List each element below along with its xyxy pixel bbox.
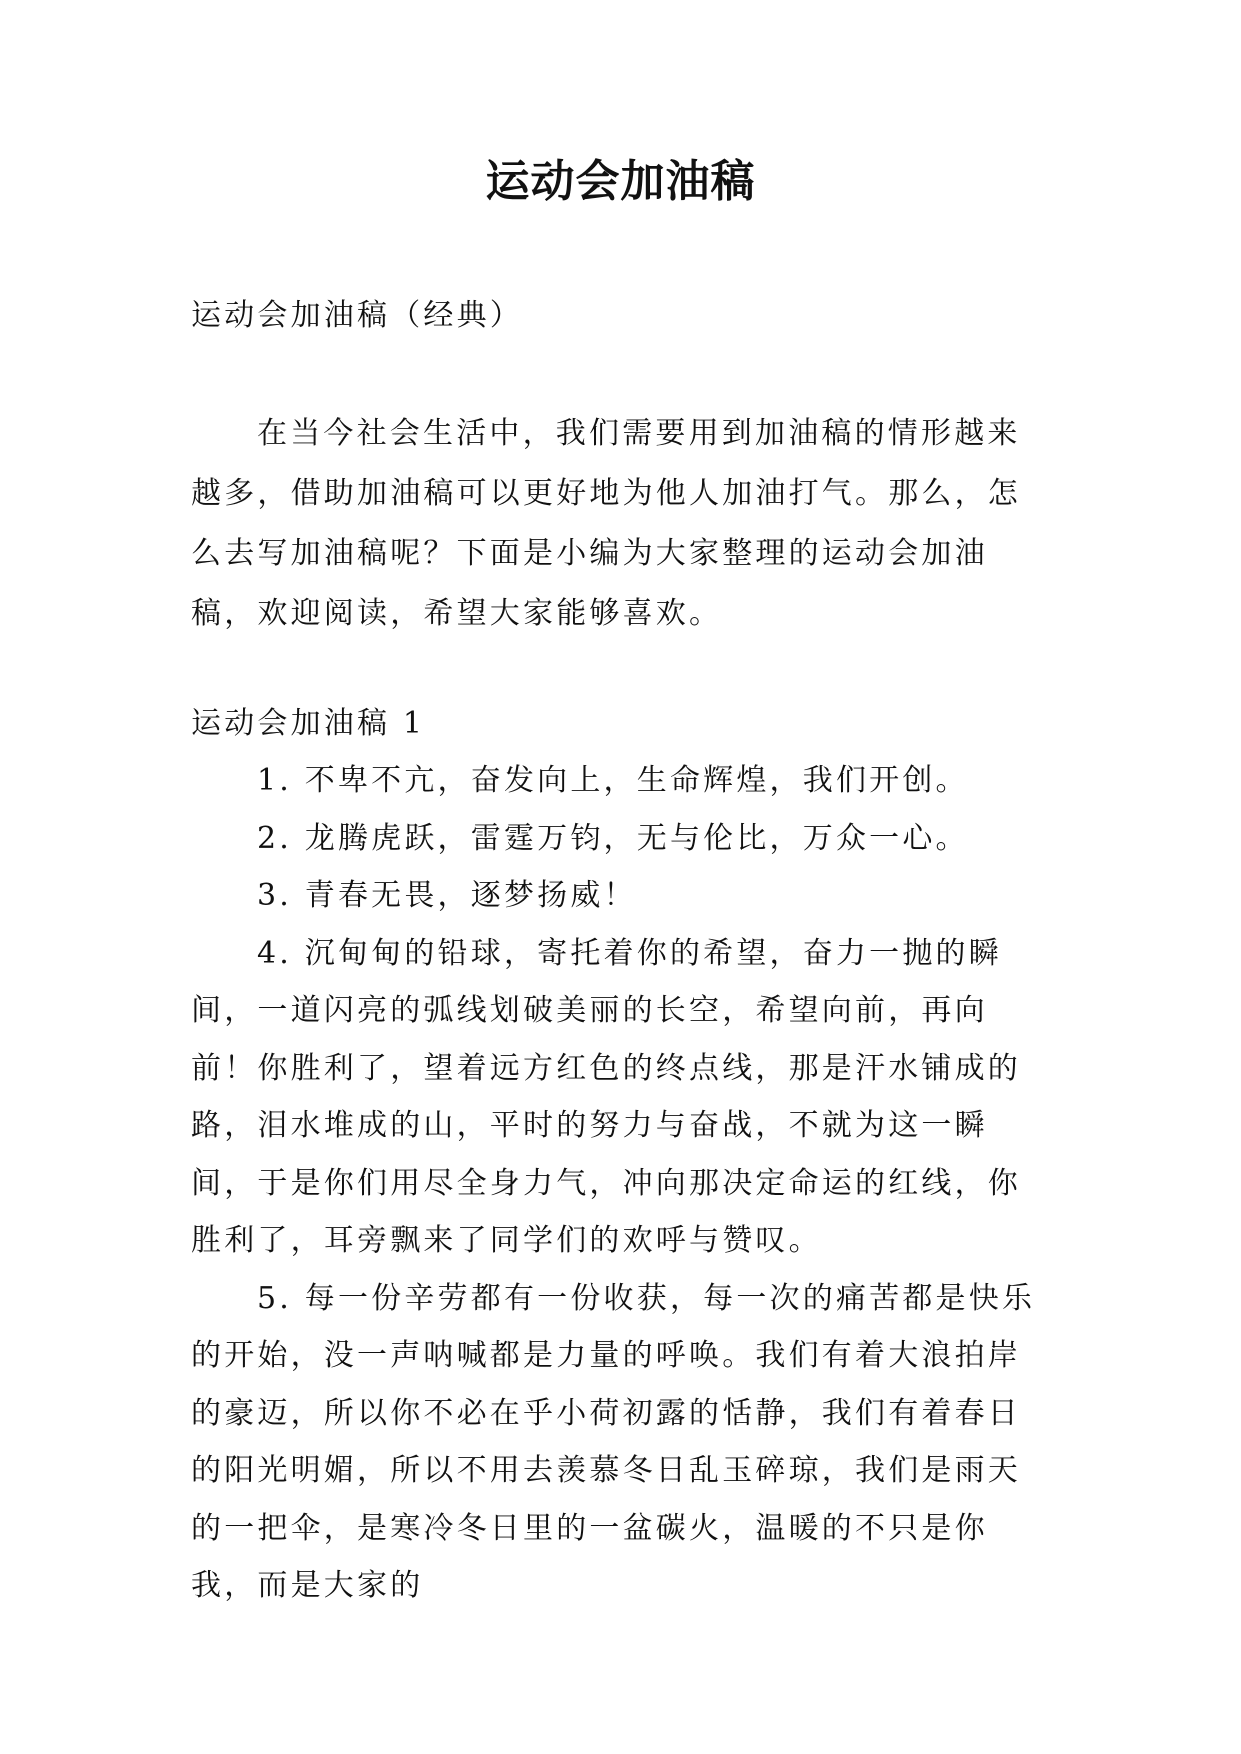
list-item: 1. 不卑不亢，奋发向上，生命辉煌，我们开创。 xyxy=(257,763,969,798)
list-item: 2. 龙腾虎跃，雷霆万钧，无与伦比，万众一心。 xyxy=(257,820,969,856)
document-subtitle: 运动会加油稿（经典） xyxy=(191,298,523,333)
document-title: 运动会加油稿 xyxy=(485,156,756,207)
list-item: 4. 沉甸甸的铅球，寄托着你的希望，奋力一抛的瞬间，一道闪亮的弧线划破美丽的长空，希望向前，再向前！你胜利了，望着远方红色的终点线，那是汗水铺成的路，泪水堆成的山，平时的努力与奋战，不就为这一瞬间，于是你们用尽全身力气，冲向那决定命运的红线，你胜利了，耳旁飘来了同学们的欢呼与赞叹。 xyxy=(191,935,1021,1258)
intro-paragraph: 在当今社会生活中，我们需要用到加油稿的情形越来越多，借助加油稿可以更好地为他人加油打气。那么，怎么去写加油稿呢？下面是小编为大家整理的运动会加油稿，欢迎阅读，希望大家能够喜欢。 xyxy=(191,416,1021,631)
slogan-list xyxy=(191,752,1051,1615)
list-item: 5. 每一份辛劳都有一份收获，每一次的痛苦都是快乐的开始，没一声呐喊都是力量的呼唤。我们有着大浪拍岸的豪迈，所以你不必在乎小荷初露的恬静，我们有着春日的阳光明媚，所以不用去羡慕冬日乱玉碎琼，我们是雨天的一把伞，是寒冷冬日里的一盆碳火，温暖的不只是你我，而是大家的 xyxy=(191,1280,1036,1603)
list-item: 3. 青春无畏，逐梦扬威！ xyxy=(257,878,637,913)
section-heading: 运动会加油稿 1 xyxy=(191,706,426,741)
